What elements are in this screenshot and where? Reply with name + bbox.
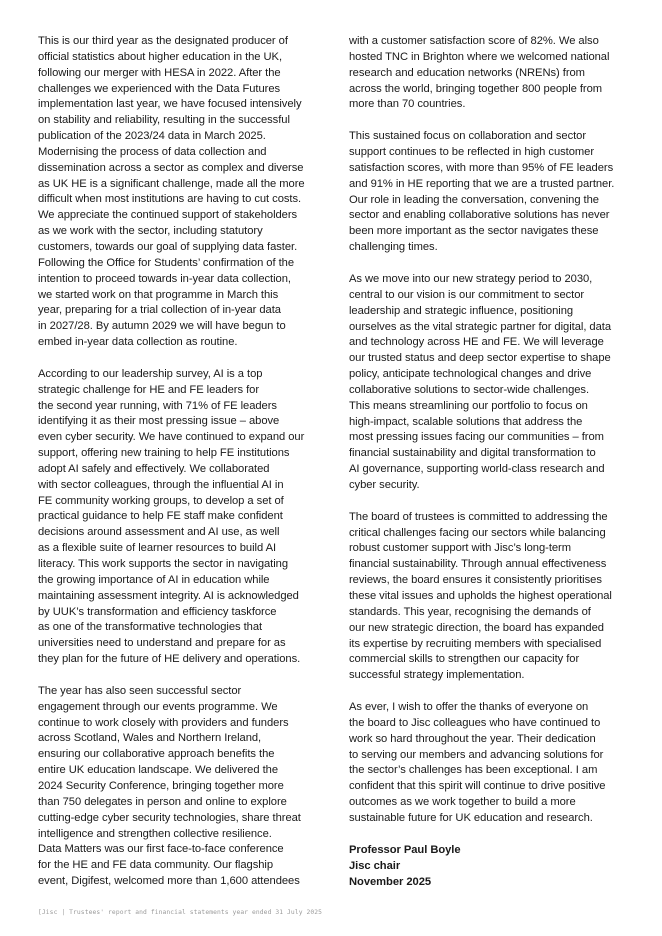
paragraph-customer-satisfaction: with a customer satisfaction score of 82%. We also hosted TNC in Brighton where we welcomed national research and education networks (NRENs) from across the world, bringing together 800 people from more than 70 countries. bbox=[349, 35, 610, 111]
left-column bbox=[38, 34, 314, 890]
right-column bbox=[349, 34, 625, 890]
signature-block bbox=[349, 843, 625, 891]
signatory-name: Professor Paul Boyle bbox=[349, 843, 461, 856]
paragraph-sector-engagement: The year has also seen successful sector engagement through our events programme. We continue to work closely with providers and funders across Scotland, Wales and Northern Ireland, ensuring our collaborative approach benefits the entire UK education landscape. We delivered the 2024 Security Conference, bringing together more than 750 delegates in person and online to explore cutting-edge cyber security technologies, share threat intelligence and strengthen collective resilience. Data Matters was our first face-to-face conference for the HE and FE data community. Our flagship event, Digifest, welcomed more than 1,600 attendees bbox=[38, 684, 301, 888]
paragraph-sustained-focus: This sustained focus on collaboration and sector support continues to be reflected in high customer satisfaction scores, with more than 95% of FE leaders and 91% in HE reporting that we are a trusted partner. Our role in leading the conversation, convening the sector and enabling collaborative solutions has never been more important as the sector navigates these challenging times. bbox=[349, 130, 615, 254]
paragraph-official-statistics: This is our third year as the designated producer of official statistics about higher education in the UK, following our merger with HESA in 2022. After the challenges we experienced with the Data Futures implementation last year, we have focused intensively on stability and reliability, resulting in the successful publication of the 2023/24 data in March 2025. Modernising the process of data collection and dissemination across a sector as complex and diverse as UK HE is a significant challenge, made all the more difficult when most institutions are having to cut costs. We appreciate the continued support of stakeholders as we work with the sector, including statutory customers, towards our goal of supplying data faster. Following the Office for Students’ confirmation of the intention to proceed towards in-year data collection, we started work on that programme in March this year, preparing for a trial collection of in-year data in 2027/28. By autumn 2029 we will have begun to embed in-year data collection as routine. bbox=[38, 35, 305, 349]
signatory-role: Jisc chair bbox=[349, 859, 401, 872]
paragraph-new-strategy: As we move into our new strategy period to 2030, central to our vision is our commitment to sector leadership and strategic influence, positioning ourselves as the vital strategic partner for digital, data and technology across HE and FE. We will leverage our trusted status and deep sector expertise to shape policy, anticipate technological changes and drive collaborative solutions to sector-wide challenges. This means streamlining our portfolio to focus on high-impact, scalable solutions that address the most pressing issues facing our communities – from financial sustainability and digital transformation to AI governance, supporting world-class research and cyber security. bbox=[349, 272, 612, 491]
paragraph-thanks: As ever, I wish to offer the thanks of everyone on the board to Jisc colleagues who have continued to work so hard throughout the year. Their dedication to serving our members and advancing solutions for the sector’s challenges has been exceptional. I am confident that this spirit will continue to drive positive outcomes as we work together to build a more sustainable future for UK education and research. bbox=[349, 701, 606, 824]
paragraph-board-of-trustees: The board of trustees is committed to addressing the critical challenges facing our sectors while balancing robust customer support with Jisc’s long-term financial sustainability. Through annual effectiveness reviews, the board ensures it consistently prioritises these vital issues and upholds the highest operational standards. This year, recognising the demands of our new strategic direction, the board has expanded its expertise by recruiting members with specialised commercial skills to strengthen our capacity for successful strategy implementation. bbox=[349, 510, 612, 682]
paragraph-ai-leadership: According to our leadership survey, AI is a top strategic challenge for HE and FE leaders for the second year running, with 71% of FE leaders identifying it as their most pressing issue – above even cyber security. We have continued to expand our support, offering new training to help FE institutions adopt AI safely and effectively. We collaborated with sector colleagues, through the influential AI in FE community working groups, to develop a set of practical guidance to help FE staff make confident decisions around assessment and AI use, as well as a flexible suite of learner resources to build AI literacy. This work supports the sector in navigating the growing importance of AI in education while maintaining assessment integrity. AI is acknowledged by UUK’s transformation and efficiency taskforce as one of the transformative technologies that universities need to understand and prepare for as they plan for the future of HE delivery and operations. bbox=[38, 367, 305, 666]
page-footer: [Jisc | Trustees' report and financial statements year ended 31 July 2025 bbox=[38, 909, 323, 916]
signature-date: November 2025 bbox=[349, 875, 432, 888]
